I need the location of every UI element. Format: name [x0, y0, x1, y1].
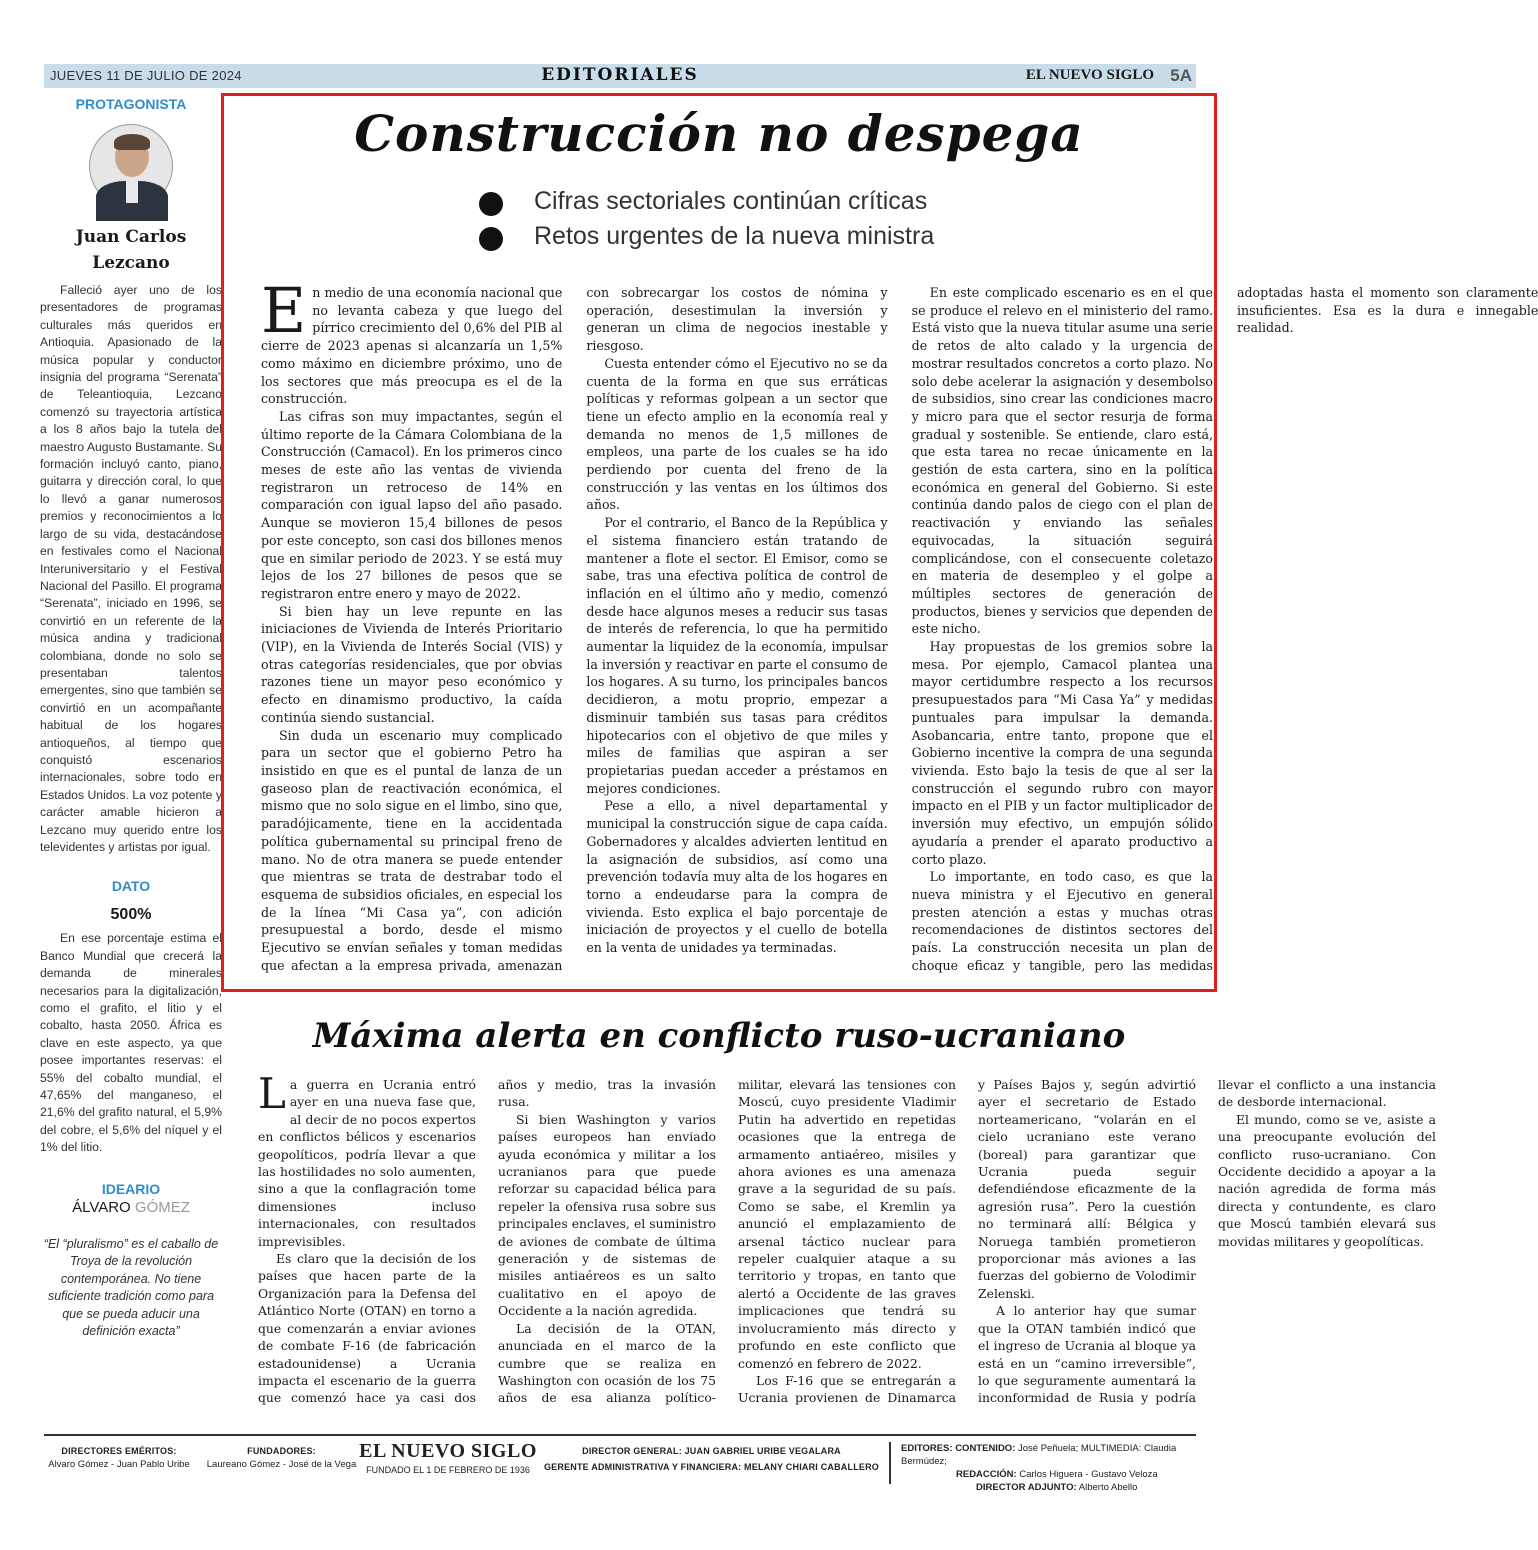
emeritos-names: Alvaro Gómez - Juan Pablo Uribe	[48, 1459, 190, 1470]
ideario-first-name: ÁLVARO	[72, 1198, 131, 1216]
bullet-dot-icon	[479, 227, 503, 251]
article2-paragraph: Es claro que la decisión de los países que hacen parte de la Organización para la Defensa del Atlántico Norte (OTAN) en torno a que comenzarán a enviar aviones de combate F-16 (de fabricación estadounidense) a Ucrania impacta el escenario de la guerra que comenzó hace ya casi dos años y medio, tras la invasión rusa.	[258, 1077, 716, 1406]
editorial-paragraph: Hay propuestas de los gremios sobre la mesa. Por ejemplo, Camacol plantea una mayor certidumbre respecto a los recursos presupuestados para “Mi Casa Ya” y medidas puntuales para impulsar la demanda. Asobancaria, entre tanto, propone que el Gobierno incentive la compra de una segunda vivienda. Esto bajo la tesis de que al ser la construcción el segundo rubro con mayor impacto en el PIB y un factor multiplicador de inversión muy efectivo, un empujón sólido ayudaría a prender el aparato productivo a corto plazo.	[911, 639, 1213, 867]
masthead-footer	[44, 1434, 1196, 1494]
header-section: EDITORIALES	[541, 65, 699, 85]
footer-logo: EL NUEVO SIGLO	[359, 1440, 537, 1462]
protagonist-bio-text: Falleció ayer uno de los presentadores de programas culturales más queridos en Antioquia. Apasionado de la música popular y conductor insignia del programa “Serenata” de Teleantioquia, Lezcano comenzó su trayectoria artística a los 8 años bajo la tutela del maestro Augusto Bustamante. Su formación incluyó canto, piano, guitarra y dirección coral, lo que lo llevó a ganar numerosos premios y reconocimientos a lo largo de su vida, destacándose en festivales como el Nacional Interuniversitario y el Festival Nacional del Pasillo. El programa “Serenata”, iniciado en 1996, se convirtió en un referente de la música andina y tradicional colombiana, donde no solo se presentaban talentos emergentes, sino que también se convirtió en un acompañante habitual de los hogares antioqueños, al tiempo que conquistó escenarios internacionales, sobre todo en Estados Unidos. La voz potente y carácter amable hicieron a Lezcano muy querido entre los televidentes y artistas por igual.	[40, 283, 222, 854]
header-paper-name: EL NUEVO SIGLO	[1025, 67, 1154, 83]
header-date: JUEVES 11 DE JULIO DE 2024	[50, 68, 242, 83]
director-block	[539, 1446, 884, 1472]
article2-paragraph: Si bien Washington y varios países europeos han enviado ayuda económica y militar a los ucranianos para que puede reforzar su capacidad bélica para repeler la ofensiva rusa sobre sus principales enclaves, el suministro de aviones de combate de última generación y de sistemas de misiles antiaéreos es un salto cualitativo en el apoyo de Occidente a la nación agredida.	[498, 1111, 716, 1319]
protagonist-bio	[40, 282, 222, 856]
portrait-shirt	[126, 179, 138, 203]
article2-body	[258, 1069, 1436, 1424]
gerente: GERENTE ADMINISTRATIVA Y FINANCIERA: MELANY CHIARI CABALLERO	[543, 1462, 879, 1472]
emeritos-label: DIRECTORES EMÉRITOS:	[61, 1446, 177, 1456]
paragraph-text: a guerra en Ucrania entró ayer en una nueva fase que, al decir de no pocos expertos en conflictos bélicos y escenarios geopolíticos, podría llevar a que las hostilidades no solo aumenten, sino a que la conflagración tome dimensiones incluso internacionales, con resultados imprevisibles.	[258, 1077, 476, 1249]
editorial-body	[261, 274, 1538, 984]
subheading-item	[479, 187, 934, 222]
page-header	[44, 64, 1196, 88]
director-general: DIRECTOR GENERAL: JUAN GABRIEL URIBE VEGALARA	[582, 1446, 841, 1456]
subheading-item	[479, 222, 934, 257]
dato-text: En ese porcentaje estima el Banco Mundial que crecerá la demanda de minerales necesarios para la digitalización, como el grafito, el litio y el cobalto, hasta 2050. África es clave en este aspecto, ya que posee importantes reservas: el 55% del cobalto mundial, el 47,65% del manganeso, el 21,6% del grafito natural, el 5,9% del cobre, el 5,6% del níquel y el 1% del litio.	[40, 931, 222, 1155]
editorial-paragraph: Si bien hay un leve repunte en las iniciaciones de Vivienda de Interés Prioritario (VIP), en la Vivienda de Interés Social (VIS) y otras categorías residenciales, que por obvias razones tiene un mayor peso económico y efecto en dinamismo productivo, la caída continúa siendo sustancial.	[261, 603, 563, 725]
fundadores-names: Laureano Gómez - José de la Vega	[206, 1459, 357, 1470]
editorial-paragraph: Las cifras son muy impactantes, según el último reporte de la Cámara Colombiana de la Construcción (Camacol). En los primeros cinco meses de este año las ventas de vivienda registraron un retroceso de 14% en comparación con igual lapso del año pasado. Aunque se movieron 15,4 billones de pesos por este concepto, son casi dos billones menos que en similar periodo de 2023. Y se está muy lejos de los 27 billones de pesos que se registraron entre enero y mayo de 2022.	[261, 408, 563, 601]
portrait-hair	[114, 134, 150, 150]
protagonist-first-name: Juan Carlos	[75, 227, 187, 247]
article2-paragraph: El mundo, como se ve, asiste a una preocupante evolución del conflicto ruso-ucraniano. Con Occidente decidido a apoyar a la nación agredida de forma más directa y contundente, es claro que Moscú también elevará sus movidas militares y geopolíticas.	[1218, 1111, 1436, 1249]
editores-names: José Peñuela; MULTIMEDIA: Claudia Bermúdez;	[901, 1443, 1177, 1467]
editorial-paragraph: Lo importante, en todo caso, es que la nueva ministra y el Ejecutivo en general presten atención a estas y muchas otras recomendaciones de distintos sectores del país. La construcción necesita un plan de choque eficaz y tangible, pero las medidas adoptadas hasta el momento son claramente insuficientes. Esa es la dura e innegable realidad.	[911, 285, 1538, 973]
protagonista-heading: PROTAGONISTA	[75, 96, 187, 112]
fundadores-block	[204, 1446, 359, 1470]
drop-cap: E	[261, 274, 307, 347]
editorial-subheadings	[479, 187, 934, 257]
dato-value: 500%	[110, 906, 152, 924]
dato-block	[40, 930, 222, 1156]
subheading-text: Cifras sectoriales continúan críticas	[534, 187, 928, 215]
protagonist-name	[40, 224, 222, 276]
editorial-title: Construcción no despega	[354, 104, 1084, 163]
ideario-quote: “El “pluralismo” es el caballo de Troya de la revolución contemporánea. No tiene suficiente tradición como para que se pueda aducir una definición exacta”	[43, 1236, 219, 1339]
article2-paragraph: A lo anterior hay que sumar que la OTAN también indicó que el ingreso de Ucrania al bloque ya está en un “camino irreversible”, lo que seguramente aumentará la inconformidad de Rusia y podría llevar el conflicto a una instancia de desborde internacional.	[978, 1077, 1436, 1406]
editorial-paragraph	[261, 274, 563, 408]
editorial-paragraph: En este complicado escenario es en el que se produce el relevo en el ministerio del ramo. Está visto que la nueva titular asume una serie de retos de alto calado y la urgencia de mostrar resultados concretos a corto plazo. No solo debe acelerar la asignación y desembolso de subsidios, sino crear las condiciones macro y micro para que el sector resurja de forma gradual y sostenible. Se entiende, claro está, que esta tarea no recae únicamente en la gestión de esta cartera, sino en la política económica en general del Gobierno. Si este continúa dando palos de ciego con el plan de reactivación y enviando las señales equivocadas, la situación seguirá complicándose, con el consecuente coletazo en materia de desempleo y el golpe a múltiples sectores de generación de productos, bienes y servicios que dependen de este nicho.	[911, 285, 1213, 637]
paragraph-text: n medio de una economía nacional que no levanta cabeza y que luego del pírrico crecimiento del 0,6% del PIB al cierre de 2023 apenas si alcanzaría un 1,5% como máximo en diciembre próximo, uno de los sectores que más preocupa es el de la construcción.	[261, 285, 563, 407]
main-editorial	[221, 93, 1538, 992]
redaccion-label: REDACCIÓN:	[956, 1469, 1017, 1480]
editorial-paragraph: Sin duda un escenario muy complicado para un sector que el gobierno Petro ha insistido en que es el puntal de lanza de un gaseoso plan de reactivación económica, el mismo que no solo sigue en el limbo, sino que, paradójicamente, tiene en la accidentada política gubernamental su principal freno de mano. No de otra manera se puede entender que mientras se trata de destrabar todo el esquema de subsidios oficiales, en especial los de la línea “Mi Casa ya”, con adición presupuestal a bordo, desde el mismo Ejecutivo se envían señales y toman medidas que afectan a la empresa privada, amenazan con sobrecargar los costos de nómina y operación, desestimulan la inversión y generan un clima de negocios inestable y riesgoso.	[261, 285, 888, 973]
ideario-last-name: GÓMEZ	[134, 1198, 190, 1216]
ideario-heading: IDEARIO	[101, 1180, 161, 1197]
founded-date: FUNDADO EL 1 DE FEBRERO DE 1936	[366, 1465, 530, 1475]
drop-cap: L	[258, 1069, 286, 1118]
emeritos-block	[44, 1446, 194, 1470]
editorial-paragraph: Por el contrario, el Banco de la República y el sistema financiero están tratando de mantener a flote el sector. El Emisor, como se sabe, tras una efectiva política de control de inflación en el último año y medio, comenzó desde hace algunos meses a reducir sus tasas de interés de referencia, lo que ha permitido aumentar la liquidez de la economía, impulsar la inversión y reactivar en parte el consumo de los hogares. A su turno, los principales bancos decidieron, a motu proprio, empezar a disminuir también sus tasas para créditos hipotecarios con el objetivo de que miles y miles de familias que aspiran a ser propietarias puedan acceder a préstamos en mejores condiciones.	[586, 515, 888, 796]
dato-heading: DATO	[111, 878, 151, 895]
redaccion-names: Carlos Higuera - Gustavo Veloza	[1019, 1469, 1158, 1480]
editorial-paragraph: Cuesta entender cómo el Ejecutivo no se da cuenta de la forma en que sus erráticas políticas y reformas golpean a un sector que tiene un efecto amplio en la economía real y demanda no menos de 1,5 millones de empleos, una parte de los cuales se ha ido perdiendo por cuenta del freno de la construcción y las ventas en los últimos dos años.	[586, 355, 888, 513]
editores-label: EDITORES: CONTENIDO:	[901, 1443, 1016, 1454]
adjunto-name: Alberto Abello	[1078, 1482, 1138, 1493]
adjunto-label: DIRECTOR ADJUNTO:	[976, 1482, 1077, 1493]
article2-paragraph: La decisión de la OTAN, anunciada en el marco de la cumbre que se realiza en Washington con ocasión de los 75 años de esa alianza político-militar, elevará las tensiones con Moscú, cuyo presidente Vladimir Putin ha advertido en repetidas ocasiones que la entrega de armamento antiaéreo, misiles y ahora aviones es una amenaza grave a la seguridad de su país. Como se sabe, el Kremlin ya anunció el emplazamiento de arsenal táctico nuclear para repeler cualquier ataque a su territorio y tropas, en tanto que alertó a Occidente de las graves implicaciones que tendrá su involucramiento más directo y profundo en este conflicto que comenzó en febrero de 2022.	[498, 1077, 956, 1406]
bullet-dot-icon	[479, 192, 503, 216]
header-page-number: 5A	[1170, 66, 1192, 85]
editors-block	[889, 1442, 1195, 1493]
article2-paragraph: Los F-16 que se entregarán a Ucrania provienen de Dinamarca y Países Bajos y, según advirtió ayer el secretario de Estado norteamericano, “volarán en el cielo ucraniano este verano (boreal) para garantizar que Ucrania pueda seguir defendiéndose eficazmente de la agresión rusa”. Pero la cuestión no terminará allí: Bélgica y Noruega también prometieron proporcionar más aviones a las fuerzas del gobierno de Volodimir Zelenski.	[738, 1077, 1196, 1406]
article2-paragraph	[258, 1069, 476, 1250]
protagonist-portrait	[89, 124, 173, 208]
ideario-author	[40, 1199, 222, 1216]
editorial-paragraph: Pese a ello, a nivel departamental y municipal la construcción sigue de capa caída. Gobernadores y alcaldes advierten lentitud en la asignación de subsidios, así como una prevención todavía muy alta de los hogares en torno a endeudarse para la compra de vivienda. Esto explica el bajo porcentaje de iniciación de proyectos y el cuello de botella en la venta de unidades ya terminadas.	[586, 798, 888, 956]
sidebar	[40, 96, 222, 1341]
fundadores-label: FUNDADORES:	[247, 1446, 316, 1456]
protagonist-last-name: Lezcano	[92, 253, 170, 273]
subheading-text: Retos urgentes de la nueva ministra	[534, 222, 935, 250]
footer-logo-block	[359, 1440, 537, 1475]
article2-title: Máxima alerta en conflicto ruso-ucraniano	[312, 1016, 1126, 1056]
